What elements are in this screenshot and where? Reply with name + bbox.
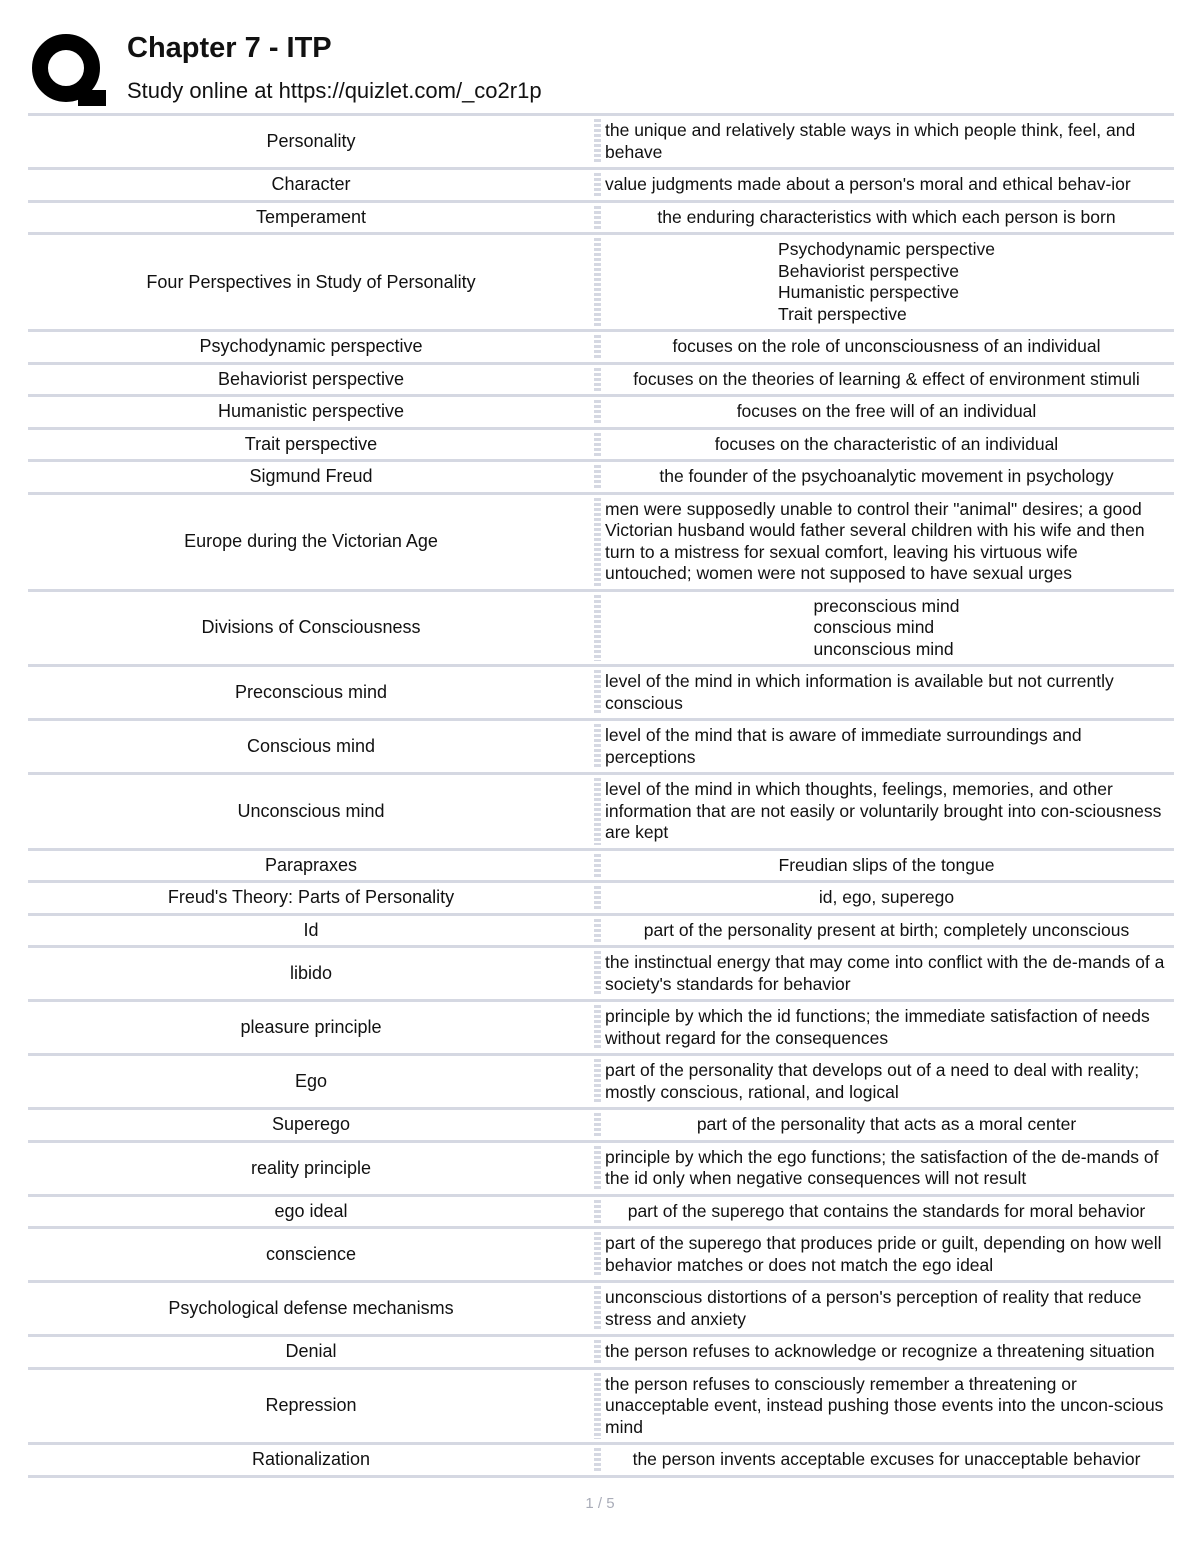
table-row [28,200,1174,233]
column-divider [594,595,601,662]
column-divider [594,1146,601,1191]
card-term: Behaviorist perspective [217,368,405,389]
card-term: Psychological defense mechanisms [168,1298,454,1318]
column-divider [594,206,601,230]
table-row [28,427,1174,460]
table-row [28,1053,1174,1107]
column-divider [594,854,601,878]
card-term: Id [303,919,319,940]
card-definition: focuses on the characteristic of an individual [714,433,1059,454]
card-definition: principle by which the ego functions; the satisfaction of the de-mands of the id only when negative consequences will not result [605,1146,1159,1188]
card-definition: unconscious distortions of a person's perception of reality that reduce stress and anxiety [605,1287,1142,1329]
table-row [28,848,1174,881]
card-definition: id, ego, superego [818,887,955,907]
definition-line: Trait perspective [778,303,907,324]
card-definition: level of the mind in which thoughts, feelings, memories, and other information that are not easily or voluntarily brought into con-sciousness are kept [605,779,1162,842]
column-divider [594,465,601,489]
card-term: Psychodynamic perspective [199,336,423,357]
card-term: Europe during the Victorian Age [184,531,438,551]
card-term: Superego [271,1114,351,1135]
page-title: Chapter 7 - ITP [127,32,332,64]
flashcard-table [28,113,1174,1478]
card-definition: the instinctual energy that may come into conflict with the de-mands of a society's standards for behavior [605,952,1165,994]
card-definition: the person invents acceptable excuses for unacceptable behavior [632,1449,1141,1469]
column-divider [594,1059,601,1104]
card-term: Parapraxes [264,854,358,875]
card-definition: the person refuses to acknowledge or recognize a threatening situation [605,1341,1155,1361]
definition-line: unconscious mind [813,638,954,659]
table-row [28,945,1174,999]
card-definition: part of the superego that contains the standards for moral behavior [627,1200,1146,1221]
column-divider [594,400,601,424]
quizlet-logo [30,32,106,108]
column-divider [594,433,601,457]
table-row [28,772,1174,848]
card-term: Divisions of Consciousness [201,617,421,638]
column-divider [594,498,601,586]
card-definition: men were supposedly unable to control their "animal" desires; a good Victorian husband would father several children with his wife and then turn to a mistress for sexual comfort, leaving his virtuous wife untouched; women were not supposed to have sexual urges [605,498,1145,583]
column-divider [594,778,601,845]
column-divider [594,1373,601,1440]
column-divider [594,951,601,996]
card-term: Repression [265,1395,357,1416]
table-row [28,1226,1174,1280]
table-row [28,718,1174,772]
card-term: pleasure principle [240,1017,382,1037]
table-row [28,1107,1174,1140]
card-definition: part of the personality present at birth; completely unconscious [643,919,1130,940]
card-definition: focuses on the role of unconsciousness of an individual [672,336,1101,356]
column-divider [594,1340,601,1364]
card-definition: part of the superego that produces pride or guilt, depending on how well behavior matches or does not match the ego ideal [605,1233,1162,1275]
table-row [28,362,1174,395]
card-term: Conscious mind [246,736,376,756]
definition-line: conscious mind [813,617,935,637]
card-definition: focuses on the theories of learning & effect of environment stimuli [633,368,1140,389]
card-term: Four Perspectives in Study of Personality [146,271,476,292]
table-row [28,913,1174,946]
card-definition: the unique and relatively stable ways in which people think, feel, and behave [605,120,1136,162]
card-term: Temperament [255,206,367,227]
card-definition: principle by which the id functions; the immediate satisfaction of needs without regard for the consequences [605,1006,1150,1048]
column-divider [594,1286,601,1331]
card-term: ego ideal [274,1200,348,1221]
card-term: reality principle [250,1157,372,1178]
table-row [28,1334,1174,1367]
card-term: Freud's Theory: Parts of Personality [167,887,455,908]
table-row [28,1194,1174,1227]
card-term: Preconscious mind [234,682,388,702]
card-term: Character [271,174,351,195]
definition-line: Behaviorist perspective [778,260,959,281]
card-definition: part of the personality that acts as a moral center [696,1114,1077,1134]
card-definition: the enduring characteristics with which each person is born [657,206,1116,227]
table-row [28,459,1174,492]
column-divider [594,1232,601,1277]
table-row [28,329,1174,362]
card-term: conscience [265,1244,357,1264]
table-row [28,113,1174,167]
table-row [28,232,1174,329]
card-term: Sigmund Freud [249,466,373,487]
column-divider [594,335,601,359]
table-row [28,1442,1174,1478]
page-header [28,28,1178,112]
card-definition: the founder of the psychoanalytic movement in psychology [659,466,1114,486]
table-row [28,167,1174,200]
card-definition: Freudian slips of the tongue [778,854,995,875]
column-divider [594,724,601,769]
study-link[interactable]: Study online at https://quizlet.com/_co2r1p [127,78,542,103]
column-divider [594,368,601,392]
table-row [28,664,1174,718]
card-definition [601,592,1174,665]
table-row [28,999,1174,1053]
card-definition: the person refuses to consciously remember a threatening or unacceptable event, instead pushing those events into the uncon-scious mind [605,1373,1164,1437]
table-row [28,589,1174,665]
card-term: Personality [266,131,356,151]
card-term: libido [289,963,333,983]
table-row [28,1367,1174,1443]
column-divider [594,1200,601,1224]
column-divider [594,919,601,943]
column-divider [594,238,601,326]
table-row [28,394,1174,427]
card-term: Rationalization [251,1449,371,1470]
definition-line: Psychodynamic perspective [778,239,995,259]
column-divider [594,1113,601,1137]
card-term: Humanistic perspective [217,401,405,422]
card-definition: level of the mind that is aware of immediate surroundings and perceptions [605,725,1082,767]
card-term: Ego [294,1071,328,1091]
table-row [28,1280,1174,1334]
card-definition [601,235,1174,329]
card-definition: part of the personality that develops out of a need to deal with reality; mostly conscious, rational, and logical [605,1060,1140,1102]
table-row [28,492,1174,589]
card-term: Unconscious mind [237,800,385,821]
column-divider [594,119,601,164]
column-divider [594,1448,601,1472]
column-divider [594,173,601,197]
card-definition: focuses on the free will of an individual [736,401,1037,421]
definition-line: Humanistic perspective [778,282,959,302]
table-row [28,880,1174,913]
column-divider [594,670,601,715]
column-divider [594,886,601,910]
card-definition: level of the mind in which information is available but not currently conscious [605,671,1114,713]
page-number: 1 / 5 [585,1495,615,1512]
definition-line: preconscious mind [813,595,960,616]
card-term: Trait perspective [244,433,378,454]
card-term: Denial [285,1341,337,1362]
card-definition: value judgments made about a person's moral and ethical behav-ior [605,174,1131,194]
column-divider [594,1005,601,1050]
table-row [28,1140,1174,1194]
